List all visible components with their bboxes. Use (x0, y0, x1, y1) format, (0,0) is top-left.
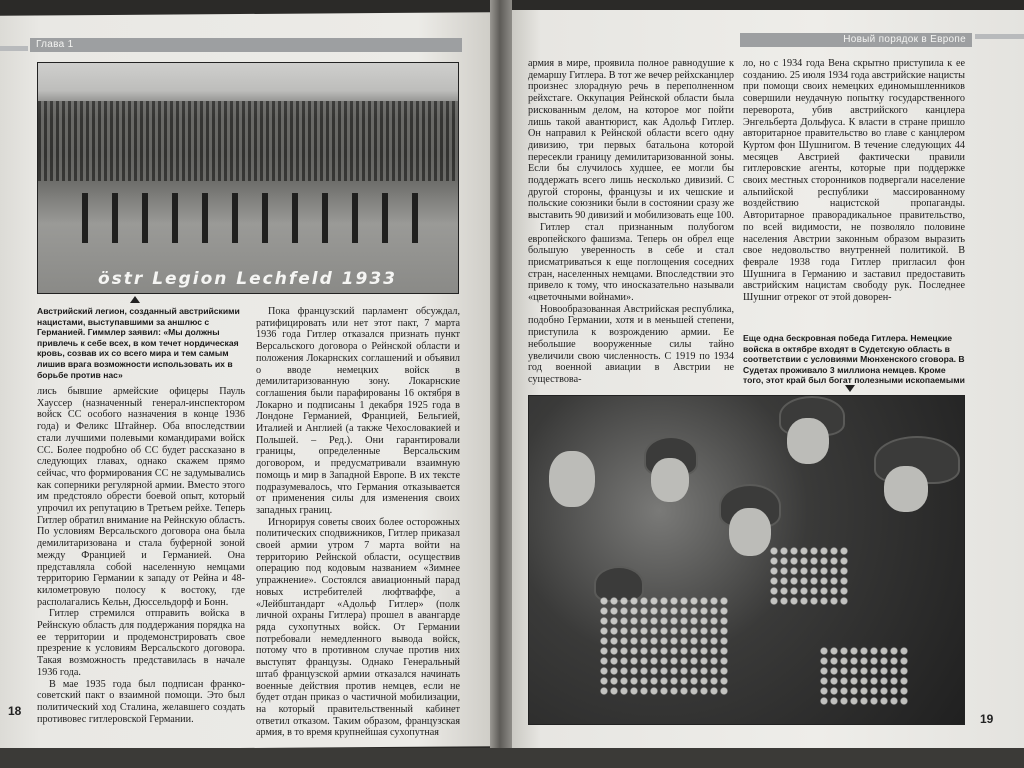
flowers-shape (769, 546, 849, 606)
paragraph: В мае 1935 года был подписан франко-советский пакт о взаимной помощи. Это был политический ход Сталина, желавшего создать противовес гитлеровской Германии. (37, 678, 245, 725)
paragraph: Гитлер стремился отправить войска в Рейнскую область для поддержания порядка на ее территории и продемонстрировать свое презрение к условиям Версальского договора. Такая возможность представилась в начале 1936 года. (37, 608, 245, 678)
face-shape (729, 508, 771, 556)
caption-right: Еще одна бескровная победа Гитлера. Немецкие войска в октябре входят в Судетскую область в соответствии с условиями Мюнхенского сговора. В Судетах проживало 3 миллиона немцев. Кроме того, этот край был богат полезными ископаемыми (743, 333, 965, 386)
face-shape (787, 418, 829, 464)
page-number-right: 19 (980, 712, 994, 726)
paragraph: Новообразованная Австрийская республика, подобно Германии, хотя и в меньшей степени, приступила к возрождению армии. Ее небольшие вооруженные силы тайно увеличили свою численность. С 1919 по 1934 год военной авиации в Австрии не существова- (528, 303, 734, 385)
photo-crowd-shape (38, 101, 458, 181)
photo-austrian-legion (37, 62, 459, 294)
photo-sudeten-troops (528, 395, 965, 725)
caption-pointer-up-icon (130, 296, 140, 303)
table-surface (0, 748, 1024, 768)
left-column-2 (256, 306, 460, 739)
paragraph: ло, но с 1934 года Вена скрытно приступила к ее созданию. 25 июля 1934 года австрийские нацисты при помощи своих немецких единомышленников совершили неудачную попытку государственного переворота, убив австрийского канцлера Энгельберта Дольфуса. К власти в стране пришло авторитарное правительство во главе с канцлером Куртом фон Шушнигом. В течение следующих 44 месяцев Австрией фактически правили гитлеровские агенты, которые при поддержке своих местных сторонников подвергали население альпийской республики массированному воздействию нацистской пропаганды. Авторитарное праворадикальное правительство, по всей видимости, не позволяло половине населения Австрии законным образом выразить свое недовольство внутренней политикой. В феврале 1938 года Гитлер пригласил фон Шушнига в Германию и заставил предоставить австрийским нацистам свободу рук. Последнее Шушниг отреког от этой доворен- (743, 58, 965, 304)
paragraph: Игнорируя советы своих более осторожных политических сподвижников, Гитлер приказал своей армии утром 7 марта войти на территорию Рейнской области, осуществив операцию под кодовым названием «Зимнее упражнение». Состоялся авиационный парад новых истребителей люфтваффе, а «Лейбштандарт «Адольф Гитлер» (полк личной охраны Гитлера) прошел в авангарде ряда сухопутных войск. От Германии потребовали немедленного вывода войск, потому что в противном случае против них выступят французы. Однако Генеральный штаб французской армии отказался начинать военные действия против немцев, если не будет отдан приказ о частичной мобилизации, на который правительственный кабинет ответил отказом. Таким образом, французская армия, в то время крупнейшая сухопутная (256, 516, 460, 739)
face-shape (549, 451, 595, 507)
caption-left: Австрийский легион, созданный австрийскими нацистами, выступавшими за аншлюс с Германией. Гиммлер заявил: «Мы должны привлечь к себе всех, в ком течет нордическая кровь, созвав их со всего мира и тем самым лишив врага возможности использовать их в борьбе против нас» (37, 306, 240, 380)
photo-inscription: östr Legion Lechfeld 1933 (98, 269, 397, 289)
paragraph: лись бывшие армейские офицеры Пауль Хауссер (назначенный генерал-инспектором войск СС особого назначения в конце 1936 года) и Феликс Штайнер. Оба впоследствии стали лучшими полевыми командирами войск СС. Более подробно об СС будет рассказано в следующих главах, однако скажем прямо сейчас, что формирования СС не задумывались как соперники регулярной армии. Вместо этого им предстояло обрести боевой опыт, который упрочил их репутацию в Третьем рейхе. Теперь Гитлер обратил внимание на Рейнскую область. По условиям Версальского договора она была демилитаризована и стала буферной зоной между Францией и Германией. Она представляла собой населенную немцами территорию Германии к западу от Рейна и 48-километровую полосу к востоку, где располагались Кельн, Дюссельдорф и Бонн. (37, 386, 245, 608)
face-shape (884, 466, 928, 512)
running-head-right: Новый порядок в Европе (740, 33, 972, 47)
left-column-1 (37, 386, 245, 725)
page-number-left: 18 (8, 704, 22, 718)
paragraph: Пока французский парламент обсуждал, ратифицировать или нет этот пакт, 7 марта 1936 года Гитлер отказался признать пункт Версальского договора о Рейнской области и положения Локарнских соглашений и объявил о вводе немецких войск в демилитаризованную зону. Локарнские соглашения были парафированы 16 октября в Локарно и подписаны 1 декабря 1925 года в Лондоне Германией, Францией, Бельгией, Италией и Англией (а также Чехословакией и Польшей. – Ред.). Они гарантировали границы, определенные Версальским договором, и предусматривали взаимную помощь и мир в Западной Европе. В их тексте подразумевалось, что Германия отказывается от применения силы для изменения своих западных границ. (256, 306, 460, 516)
running-head-bar-left (0, 46, 28, 51)
flowers-shape (599, 596, 729, 696)
book-spine (490, 0, 512, 768)
face-shape (651, 458, 689, 502)
right-column-1 (528, 58, 734, 386)
paragraph: армия в мире, проявила полное равнодушие к демаршу Гитлера. В тот же вечер рейхсканцлер произнес злорадную речь в переполненном рейхстаге. Оккупация Рейнской области была рискованным делом, на которое мог пойти лишь такой авантюрист, как Адольф Гитлер. Он направил к Рейнской области всего одну дивизию, три первых батальона которой пересекли границу демилитаризованной зоны. Если бы случилось худшее, ее могли бы поддержать всего лишь несколько дивизий. С другой стороны, французы и их чешские и польские союзники были в состоянии сразу же выставить 90 дивизий и мобилизовать еще 100. (528, 58, 734, 222)
running-head-bar-right (975, 34, 1024, 39)
running-head-left: Глава 1 (30, 38, 462, 52)
caption-pointer-down-icon (845, 385, 855, 392)
paragraph: Гитлер стал признанным полубогом европейского фашизма. Теперь он обрел еще большую уверенность в себе и стал присматриваться к еще поглощения соседних стран, населенных немцами. Впоследствии это привело к тому, что иносказательно называли «цветочными войнами». (528, 221, 734, 304)
photo-figures-shape (58, 193, 438, 243)
flowers-shape (819, 646, 909, 706)
right-column-2 (743, 58, 965, 304)
